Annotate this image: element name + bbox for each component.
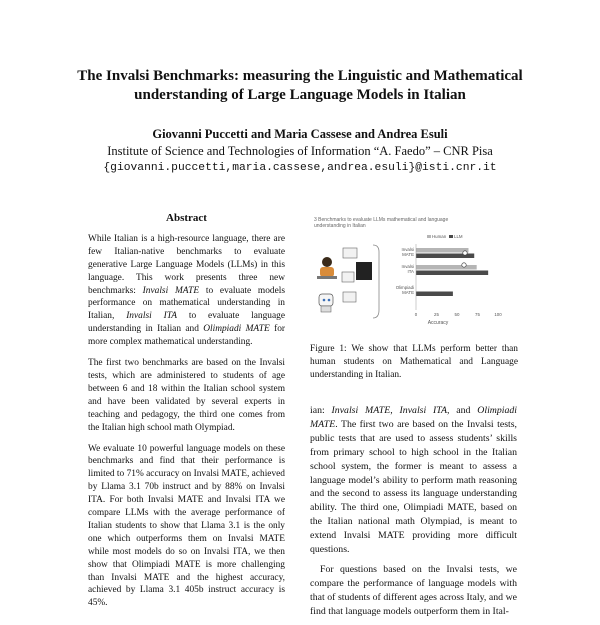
affiliation: Institute of Science and Technologies of Information “A. Faedo” – CNR Pisa — [107, 144, 493, 158]
figure-caption: Figure 1: We show that LLMs perform better than human students on Mathematical and Language understanding in Italian. — [310, 344, 518, 380]
x-tick-label: 0 — [414, 312, 418, 317]
bar-human-1 — [416, 265, 477, 270]
llm-marker-icon — [463, 251, 467, 255]
abstract-heading: Abstract — [166, 212, 207, 224]
x-tick-label: 25 — [434, 312, 439, 317]
abstract-paragraph-1: While Italian is a high-resource language, there are few Italian-native benchmarks to evaluate generative Large Language Models (LLMs) in this language. This work presents three new benchmarks: Invalsi MATE to evaluate models performance on mathematical understanding in Italian, Invalsi ITA to evaluate language understanding in Italian and Olimpiadi MATE for more complex mathematical understanding. — [88, 233, 286, 348]
legend-swatch-human — [427, 235, 431, 238]
bar-llm-2 — [416, 292, 453, 297]
x-tick-label: 100 — [494, 312, 502, 317]
figure-1 — [310, 210, 520, 338]
abstract-column — [88, 212, 285, 618]
x-tick-label: 50 — [454, 312, 460, 317]
paper-title: The Invalsi Benchmarks: measuring the Linguistic and Mathematical understanding of Large Language Models in Italian — [77, 68, 523, 103]
chart-title: 3 Benchmarks to evaluate LLMs mathematical and language understanding in Italian — [314, 217, 449, 229]
body-column — [310, 404, 517, 625]
legend — [427, 234, 463, 239]
author-names: Giovanni Puccetti and Maria Cassese and Andrea Esuli — [152, 127, 448, 141]
figure-svg — [310, 210, 520, 338]
author-block — [40, 126, 560, 177]
llm-marker-icon — [462, 263, 466, 267]
y-tick-label: Invalsi ITA — [401, 264, 414, 274]
bar-chart — [396, 234, 503, 326]
robot-illustration — [319, 294, 333, 312]
x-tick-label: 75 — [475, 312, 480, 317]
y-tick-label: Olimpiadi MATE — [395, 285, 414, 295]
abstract-paragraph-3: We evaluate 10 powerful language models on these benchmarks and find that their performance is limited to 71% accuracy on Invalsi MATE, achieved by Llama 3.1 70b instruct and by 88% on Invalsi ITA. For both Invalsi MATE and Invalsi ITA we compare LLMs with the average performance of Italian students to show that Llama 3.1 is the only one which outperforms them on Invalsi MATE while most models do so on Invalsi ITA, we then show that Olimpiadi MATE is more challenging than Invalsi MATE and the highest accuracy, achieved by Llama 3.1 405b instruct accuracy is 45%. — [88, 443, 285, 609]
screens-illustration — [342, 248, 372, 302]
body-paragraph-2: For questions based on the Invalsi tests, we compare the performance of language models with that of students of different ages across Italy, and we find that language models outperform them in Ital- — [310, 563, 517, 617]
student-illustration — [317, 257, 337, 279]
body-paragraph-1: ian: Invalsi MATE, Invalsi ITA, and Olimpiadi MATE. The first two are based on the Invalsi tests, public tests that are used to assess students’ skills from primary school to high school in the Italian school system, the former is meant to assess a language model’s ability to perform math reasoning and the second to assess its language understanding ability. The third one, Olimpiadi MATE, based on the Italian national math Olympiad, is meant to extend Invalsi MATE providing more difficult questions. — [310, 405, 517, 556]
legend-label-llm: LLM — [454, 234, 463, 239]
figure-bracket — [373, 245, 379, 318]
author-emails: {giovanni.puccetti,maria.cassese,andrea.esuli}@isti.cnr.it — [103, 162, 497, 174]
abstract-paragraph-2: The first two benchmarks are based on the Invalsi tests, which are administered to students of age between 6 and 18 within the Italian school system and have been validated by several experts in teaching and pedagogy, the third one comes from the Italian high school math Olympiad. — [88, 358, 285, 433]
y-tick-label: Invalsi MATE — [401, 247, 414, 257]
bar-human-0 — [416, 248, 468, 253]
legend-label-human: Human — [432, 234, 447, 239]
legend-swatch-llm — [449, 235, 453, 238]
x-axis-label: Accuracy — [427, 320, 449, 326]
bar-llm-1 — [416, 271, 488, 276]
